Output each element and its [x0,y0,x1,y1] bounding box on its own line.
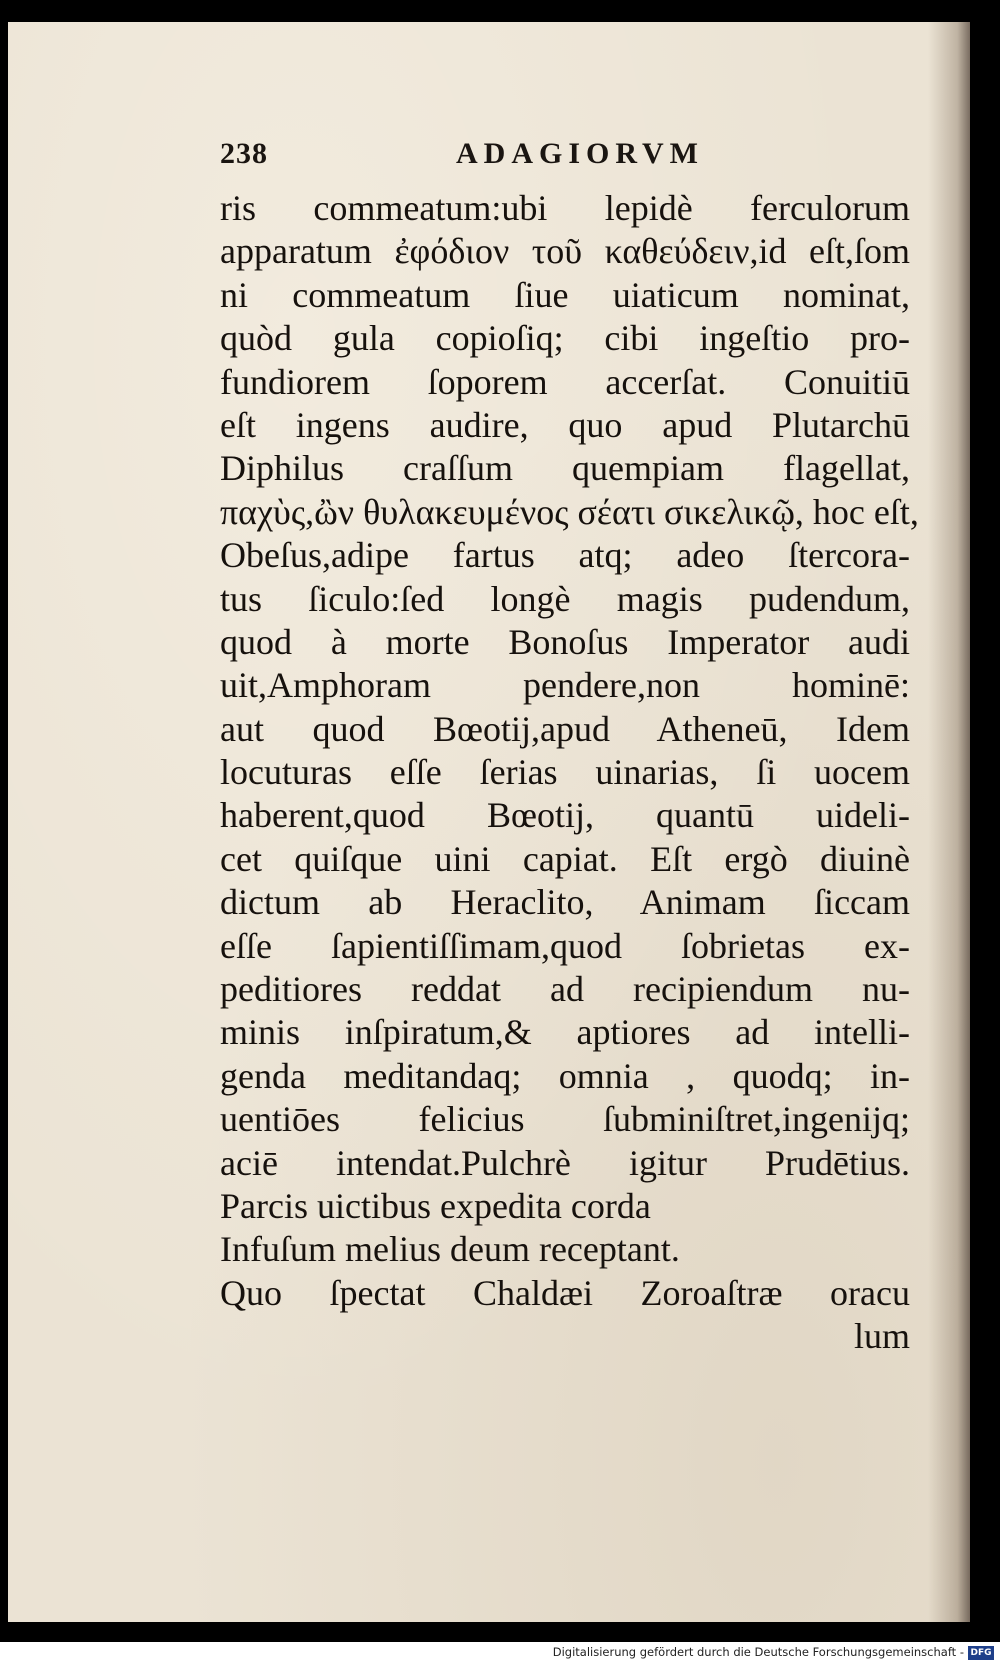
text-line: fundiorem ſoporem accerſat. Conuitiū [220,361,910,402]
text-line: eſſe ſapientiſſimam,quod ſobrietas ex- [220,925,910,966]
text-line: ris commeatum:ubi lepidè ferculorum [220,188,910,228]
text-line: haberent,quod Bœotij, quantū uideli- [220,795,910,836]
text-line: uit,Amphoram pendere,non hominē: [220,665,910,706]
text-line: quod à morte Bonoſus Imperator audi [220,621,910,662]
page-number: 238 [220,137,268,170]
text-line: locuturas eſſe ſerias uinarias, ſi uocem [220,752,910,793]
text-line: uentiōes felicius ſubminiſtret,ingenijq; [220,1099,910,1140]
text-line: cet quiſque uini capiat. Eſt ergò diuinè [220,838,910,879]
text-line: apparatum ἐφόδιον τοῦ καθεύδειν,id eſt,ſom [220,231,910,272]
text-line: Quo ſpectat Chaldæi Zoroaſtræ oracu [220,1272,910,1313]
text-line: genda meditandaq; omnia , quodq; in- [220,1055,910,1096]
text-line: παχὺς,ὢν θυλακευμένος σέατι σικελικῷ, hoc eſt, [220,491,919,532]
text-line: dictum ab Heraclito, Animam ſiccam [220,882,910,923]
catchword: lum [853,1316,910,1357]
dfg-logo: DFG [968,1646,994,1660]
page-gutter-shadow [928,22,970,1622]
text-line: tus ſiculo:ſed longè magis pudendum, [220,578,910,619]
digitization-footer [0,1642,1000,1664]
text-line: Diphilus craſſum quempiam flagellat, [220,448,910,489]
verse-line: Infuſum melius deum receptant. [220,1229,680,1270]
verse-line: Parcis uictibus expedita corda [220,1185,651,1226]
page-header [220,137,740,177]
text-line: eſt ingens audire, quo apud Plutarchū [220,404,910,445]
text-line: minis inſpiratum,& aptiores ad intelli- [220,1012,910,1053]
text-line: Obeſus,adipe fartus atq; adeo ſtercora- [220,535,910,576]
text-line: ni commeatum ſiue uiaticum nominat, [220,274,910,315]
text-line: quòd gula copioſiq; cibi ingeſtio pro- [220,318,910,359]
text-line: aciē intendat.Pulchrè igitur Prudētius. [220,1142,910,1183]
book-page [8,22,970,1622]
text-line: aut quod Bœotij,apud Atheneū, Idem [220,708,910,749]
body-text [220,187,919,1359]
text-line: peditiores reddat ad recipiendum nu- [220,969,910,1010]
running-title: ADAGIORVM [456,137,704,170]
funding-credit: Digitalisierung gefördert durch die Deutsche Forschungsgemeinschaft - [552,1645,964,1659]
